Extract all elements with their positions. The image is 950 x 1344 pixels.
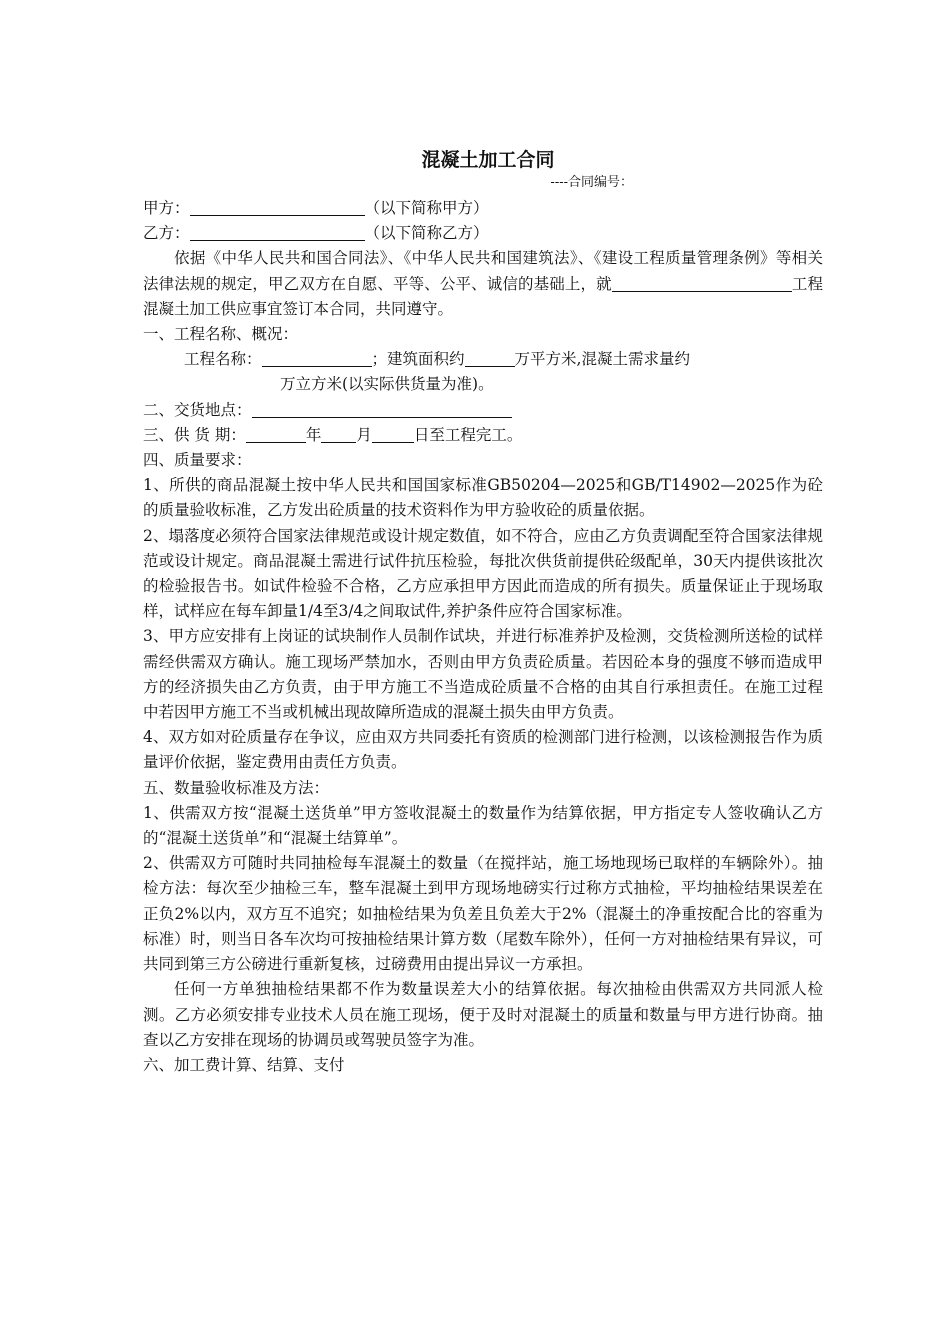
section-6-heading: 六、加工费计算、结算、支付 — [143, 1055, 345, 1074]
quality-clause-2: 2、塌落度必须符合国家法律规范或设计规定数值，如不符合，应由乙方负责调配至符合国家法律规范或设计规定。商品混凝土需进行试件抗压检验，每批次供货前提供砼级配单，30天内提供该批次的检验报告书。如试件检验不合格，乙方应承担甲方因此而造成的所有损失。质量保证止于现场取样，试样应在每车卸量1/4至3/4之间取试件,养护条件应符合国家标准。 — [143, 526, 823, 621]
intro-paragraph — [143, 246, 823, 322]
area-blank[interactable] — [465, 349, 515, 367]
party-b-label: 乙方： — [143, 224, 190, 243]
contract-page — [143, 146, 823, 1078]
section-2-line — [143, 398, 823, 423]
intro-text-2: 工程混凝土加工供应事宜签订本合同，共同遵守。 — [143, 274, 823, 318]
area-label: ；建筑面积约 — [371, 350, 465, 369]
day-label: 日至工程完工。 — [413, 425, 523, 444]
quantity-clause-1: 1、供需双方按“混凝土送货单”甲方签收混凝土的数量作为结算依据，甲方指定专人签收确认乙方的“混凝土送货单”和“混凝土结算单”。 — [143, 803, 823, 848]
quality-clause-1: 1、所供的商品混凝土按中华人民共和国国家标准GB50204—2025和GB/T14902—2025作为砼的质量验收标准，乙方发出砼质量的技术资料作为甲方验收砼的质量依据。 — [143, 476, 823, 520]
party-a-suffix: （以下简称甲方） — [364, 199, 489, 217]
project-overview-line — [143, 347, 823, 372]
contract-number-label: ----合同编号： — [550, 175, 633, 190]
section-5-heading: 五、数量验收标准及方法： — [143, 778, 330, 797]
quantity-clause-3: 任何一方单独抽检结果都不作为数量误差大小的结算依据。每次抽检由供需双方共同派人检测。乙方必须安排专业技术人员在施工现场，便于及时对混凝土的质量和数量与甲方进行协商。抽查以乙方安排在现场的协调员或驾驶员签字为准。 — [143, 980, 823, 1049]
day-blank[interactable] — [372, 425, 414, 443]
month-label: 月 — [356, 425, 372, 444]
party-b-line — [143, 221, 823, 246]
intro-text-1: 依据《中华人民共和国合同法》、《中华人民共和国建筑法》、《建设工程质量管理条例》等相关法律法规的规定，甲乙双方在自愿、平等、公平、诚信的基础上，就 — [143, 249, 823, 293]
quality-clause-4: 4、双方如对砼质量存在争议，应由双方共同委托有资质的检测部门进行检测，以该检测报告作为质量评价依据，鉴定费用由责任方负责。 — [143, 728, 823, 772]
section-3-heading: 三、供 货 期： — [143, 425, 246, 444]
section-2-heading: 二、交货地点： — [143, 400, 252, 419]
year-label: 年 — [305, 425, 322, 444]
party-a-line — [143, 196, 823, 221]
section-4-heading: 四、质量要求： — [143, 451, 252, 470]
volume-line: 万立方米(以实际供货量为准)。 — [280, 375, 494, 394]
section-3-line — [143, 423, 823, 448]
party-b-blank[interactable] — [190, 223, 365, 241]
section-1-heading: 一、工程名称、概况： — [143, 325, 299, 344]
project-name-blank[interactable] — [612, 274, 792, 292]
month-blank[interactable] — [321, 425, 356, 443]
area-unit: 万平方米,混凝土需求量约 — [514, 350, 690, 369]
project-name-label: 工程名称： — [184, 350, 262, 369]
quality-clause-3: 3、甲方应安排有上岗证的试块制作人员制作试块，并进行标准养护及检测，交货检测所送检的试样需经供需双方确认。施工现场严禁加水，否则由甲方负责砼质量。若因砼本身的强度不够而造成甲方的经济损失由乙方负责，由于甲方施工不当造成砼质量不合格的由其自行承担责任。在施工过程中若因甲方施工不当或机械出现故障所造成的混凝土损失由甲方负责。 — [143, 627, 823, 722]
party-a-label: 甲方： — [143, 199, 190, 217]
document-title: 混凝土加工合同 — [421, 149, 555, 171]
quantity-clause-2: 2、供需双方可随时共同抽检每车混凝土的数量（在搅拌站，施工场地现场已取样的车辆除外）。抽检方法：每次至少抽检三车，整车混凝土到甲方现场地磅实行过称方式抽检，平均抽检结果误差在正负2%以内，双方互不追究；如抽检结果为负差且负差大于2%（混凝土的净重按配合比的容重为标准）时，则当日各车次均可按抽检结果计算方数（尾数车除外），任何一方对抽检结果有异议，可共同到第三方公磅进行重新复核，过磅费用由提出异议一方承担。 — [143, 854, 823, 974]
party-a-blank[interactable] — [190, 198, 365, 216]
delivery-location-blank[interactable] — [252, 400, 512, 418]
party-b-suffix: （以下简称乙方） — [364, 224, 489, 243]
project-title-blank[interactable] — [262, 349, 372, 367]
year-blank[interactable] — [246, 425, 306, 443]
